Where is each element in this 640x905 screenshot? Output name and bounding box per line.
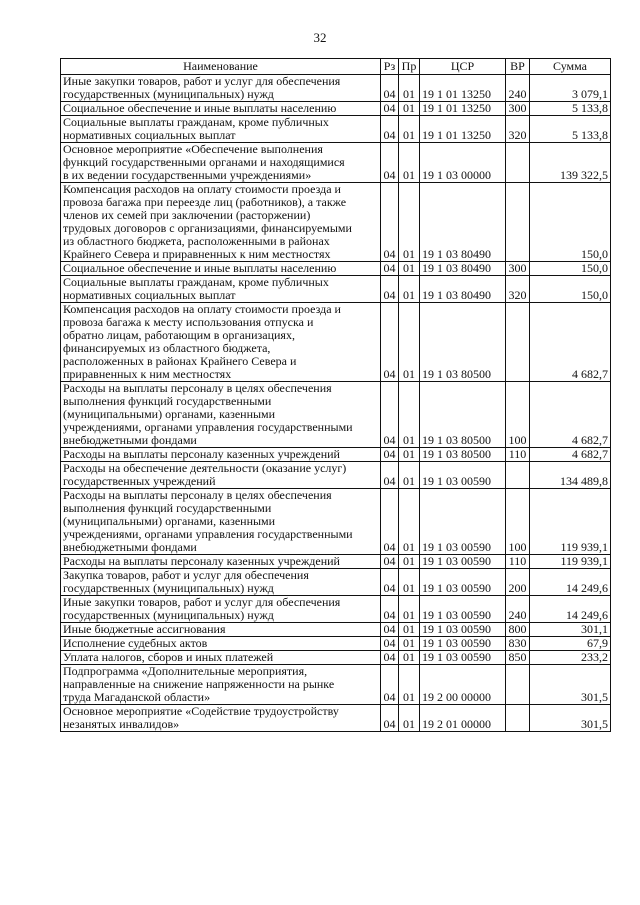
- cell-csr: 19 1 03 00590: [420, 569, 506, 596]
- cell-rz: 04: [381, 143, 399, 183]
- cell-pr: 01: [399, 448, 420, 462]
- table-row: [61, 448, 611, 462]
- cell-name: Социальные выплаты гражданам, кроме публичных нормативных социальных выплат: [61, 116, 381, 143]
- cell-vr: 110: [506, 555, 530, 569]
- header-pr: Пр: [399, 59, 420, 75]
- cell-csr: 19 1 03 00000: [420, 143, 506, 183]
- cell-csr: 19 2 01 00000: [420, 705, 506, 732]
- cell-sum: 5 133,8: [530, 116, 611, 143]
- cell-name: Исполнение судебных актов: [61, 637, 381, 651]
- table-row: [61, 276, 611, 303]
- cell-rz: 04: [381, 489, 399, 555]
- table-row: [61, 262, 611, 276]
- cell-name: Закупка товаров, работ и услуг для обеспечения государственных (муниципальных) нужд: [61, 569, 381, 596]
- header-sum: Сумма: [530, 59, 611, 75]
- cell-pr: 01: [399, 596, 420, 623]
- cell-csr: 19 1 03 00590: [420, 623, 506, 637]
- cell-csr: 19 1 03 80490: [420, 262, 506, 276]
- cell-vr: [506, 183, 530, 262]
- cell-csr: 19 1 03 80500: [420, 382, 506, 448]
- header-csr: ЦСР: [420, 59, 506, 75]
- cell-rz: 04: [381, 262, 399, 276]
- cell-name: Уплата налогов, сборов и иных платежей: [61, 651, 381, 665]
- cell-pr: 01: [399, 262, 420, 276]
- cell-sum: 301,5: [530, 705, 611, 732]
- table-row: [61, 303, 611, 382]
- cell-sum: 67,9: [530, 637, 611, 651]
- cell-pr: 01: [399, 623, 420, 637]
- cell-pr: 01: [399, 116, 420, 143]
- cell-name: Основное мероприятие «Обеспечение выполнения функций государственными органами и находящимися в их ведении государственными учреждениями»: [61, 143, 381, 183]
- table-row: [61, 102, 611, 116]
- page-number: 32: [313, 30, 327, 45]
- cell-csr: 19 1 03 00590: [420, 555, 506, 569]
- cell-csr: 19 1 01 13250: [420, 116, 506, 143]
- cell-rz: 04: [381, 75, 399, 102]
- cell-name: Иные закупки товаров, работ и услуг для обеспечения государственных (муниципальных) нужд: [61, 596, 381, 623]
- budget-table: [60, 58, 611, 732]
- cell-vr: 300: [506, 262, 530, 276]
- table-row: [61, 637, 611, 651]
- cell-rz: 04: [381, 623, 399, 637]
- cell-pr: 01: [399, 143, 420, 183]
- cell-pr: 01: [399, 276, 420, 303]
- table-row: [61, 462, 611, 489]
- cell-name: Социальное обеспечение и иные выплаты населению: [61, 262, 381, 276]
- cell-sum: 150,0: [530, 262, 611, 276]
- cell-name: Иные бюджетные ассигнования: [61, 623, 381, 637]
- table-row: [61, 569, 611, 596]
- cell-pr: 01: [399, 382, 420, 448]
- cell-csr: 19 2 00 00000: [420, 665, 506, 705]
- cell-vr: [506, 705, 530, 732]
- cell-vr: [506, 143, 530, 183]
- cell-sum: 150,0: [530, 183, 611, 262]
- table-row: [61, 651, 611, 665]
- table-header-row: [61, 59, 611, 75]
- cell-pr: 01: [399, 102, 420, 116]
- cell-pr: 01: [399, 303, 420, 382]
- cell-pr: 01: [399, 489, 420, 555]
- cell-vr: 110: [506, 448, 530, 462]
- cell-rz: 04: [381, 183, 399, 262]
- cell-sum: 134 489,8: [530, 462, 611, 489]
- header-name: Наименование: [61, 59, 381, 75]
- cell-rz: 04: [381, 102, 399, 116]
- cell-pr: 01: [399, 183, 420, 262]
- table-row: [61, 596, 611, 623]
- cell-csr: 19 1 03 00590: [420, 489, 506, 555]
- cell-pr: 01: [399, 651, 420, 665]
- cell-sum: 150,0: [530, 276, 611, 303]
- cell-sum: 119 939,1: [530, 555, 611, 569]
- table-row: [61, 183, 611, 262]
- cell-sum: 301,5: [530, 665, 611, 705]
- header-rz: Рз: [381, 59, 399, 75]
- cell-csr: 19 1 01 13250: [420, 75, 506, 102]
- cell-vr: [506, 462, 530, 489]
- cell-csr: 19 1 03 00590: [420, 651, 506, 665]
- cell-pr: 01: [399, 462, 420, 489]
- cell-pr: 01: [399, 555, 420, 569]
- table-row: [61, 75, 611, 102]
- cell-csr: 19 1 03 00590: [420, 637, 506, 651]
- cell-pr: 01: [399, 637, 420, 651]
- cell-sum: 5 133,8: [530, 102, 611, 116]
- table-row: [61, 705, 611, 732]
- cell-sum: 4 682,7: [530, 303, 611, 382]
- cell-vr: 240: [506, 596, 530, 623]
- cell-name: Компенсация расходов на оплату стоимости проезда и провоза багажа к месту использования отпуска и обратно лицам, работающим в организациях, финансируемых из областного бюджета, расположенных в районах Крайнего Севера и приравненных к ним местностях: [61, 303, 381, 382]
- cell-name: Компенсация расходов на оплату стоимости проезда и провоза багажа при переезде лиц (работников), а также членов их семей при заключении (расторжении) трудовых договоров с организациями, финансируемыми из областного бюджета, расположенными в районах Крайнего Севера и приравненных к ним местностях: [61, 183, 381, 262]
- cell-sum: 301,1: [530, 623, 611, 637]
- cell-rz: 04: [381, 569, 399, 596]
- cell-csr: 19 1 01 13250: [420, 102, 506, 116]
- cell-sum: 3 079,1: [530, 75, 611, 102]
- cell-csr: 19 1 03 80500: [420, 303, 506, 382]
- cell-csr: 19 1 03 00590: [420, 462, 506, 489]
- table-body: [61, 75, 611, 732]
- cell-vr: 320: [506, 276, 530, 303]
- cell-name: Социальные выплаты гражданам, кроме публичных нормативных социальных выплат: [61, 276, 381, 303]
- header-vr: ВР: [506, 59, 530, 75]
- cell-name: Основное мероприятие «Содействие трудоустройству незанятых инвалидов»: [61, 705, 381, 732]
- cell-sum: 14 249,6: [530, 596, 611, 623]
- cell-name: Социальное обеспечение и иные выплаты населению: [61, 102, 381, 116]
- cell-csr: 19 1 03 80490: [420, 276, 506, 303]
- cell-rz: 04: [381, 665, 399, 705]
- cell-sum: 14 249,6: [530, 569, 611, 596]
- cell-name: Иные закупки товаров, работ и услуг для обеспечения государственных (муниципальных) нужд: [61, 75, 381, 102]
- cell-name: Расходы на обеспечение деятельности (оказание услуг) государственных учреждений: [61, 462, 381, 489]
- cell-vr: 300: [506, 102, 530, 116]
- cell-vr: 850: [506, 651, 530, 665]
- cell-vr: [506, 303, 530, 382]
- cell-rz: 04: [381, 382, 399, 448]
- cell-vr: 240: [506, 75, 530, 102]
- table-row: [61, 665, 611, 705]
- cell-vr: 100: [506, 489, 530, 555]
- cell-sum: 139 322,5: [530, 143, 611, 183]
- cell-csr: 19 1 03 80490: [420, 183, 506, 262]
- cell-sum: 4 682,7: [530, 448, 611, 462]
- cell-pr: 01: [399, 75, 420, 102]
- table-row: [61, 623, 611, 637]
- cell-csr: 19 1 03 80500: [420, 448, 506, 462]
- cell-rz: 04: [381, 303, 399, 382]
- cell-name: Расходы на выплаты персоналу казенных учреждений: [61, 555, 381, 569]
- cell-vr: 200: [506, 569, 530, 596]
- cell-rz: 04: [381, 637, 399, 651]
- table-row: [61, 116, 611, 143]
- cell-csr: 19 1 03 00590: [420, 596, 506, 623]
- cell-rz: 04: [381, 462, 399, 489]
- cell-name: Расходы на выплаты персоналу в целях обеспечения выполнения функций государственными (муниципальными) органами, казенными учреждениями, органами управления государственными внебюджетными фондами: [61, 489, 381, 555]
- cell-rz: 04: [381, 705, 399, 732]
- cell-rz: 04: [381, 651, 399, 665]
- cell-name: Расходы на выплаты персоналу в целях обеспечения выполнения функций государственными (муниципальными) органами, казенными учреждениями, органами управления государственными внебюджетными фондами: [61, 382, 381, 448]
- cell-vr: [506, 665, 530, 705]
- cell-name: Подпрограмма «Дополнительные мероприятия, направленные на снижение напряженности на рынке труда Магаданской области»: [61, 665, 381, 705]
- cell-rz: 04: [381, 116, 399, 143]
- cell-rz: 04: [381, 448, 399, 462]
- cell-name: Расходы на выплаты персоналу казенных учреждений: [61, 448, 381, 462]
- cell-vr: 830: [506, 637, 530, 651]
- cell-sum: 4 682,7: [530, 382, 611, 448]
- cell-pr: 01: [399, 665, 420, 705]
- table-row: [61, 555, 611, 569]
- cell-rz: 04: [381, 555, 399, 569]
- table-row: [61, 489, 611, 555]
- cell-vr: 800: [506, 623, 530, 637]
- cell-vr: 320: [506, 116, 530, 143]
- cell-pr: 01: [399, 705, 420, 732]
- cell-rz: 04: [381, 596, 399, 623]
- table-row: [61, 143, 611, 183]
- cell-rz: 04: [381, 276, 399, 303]
- cell-pr: 01: [399, 569, 420, 596]
- cell-sum: 233,2: [530, 651, 611, 665]
- cell-vr: 100: [506, 382, 530, 448]
- table-row: [61, 382, 611, 448]
- cell-sum: 119 939,1: [530, 489, 611, 555]
